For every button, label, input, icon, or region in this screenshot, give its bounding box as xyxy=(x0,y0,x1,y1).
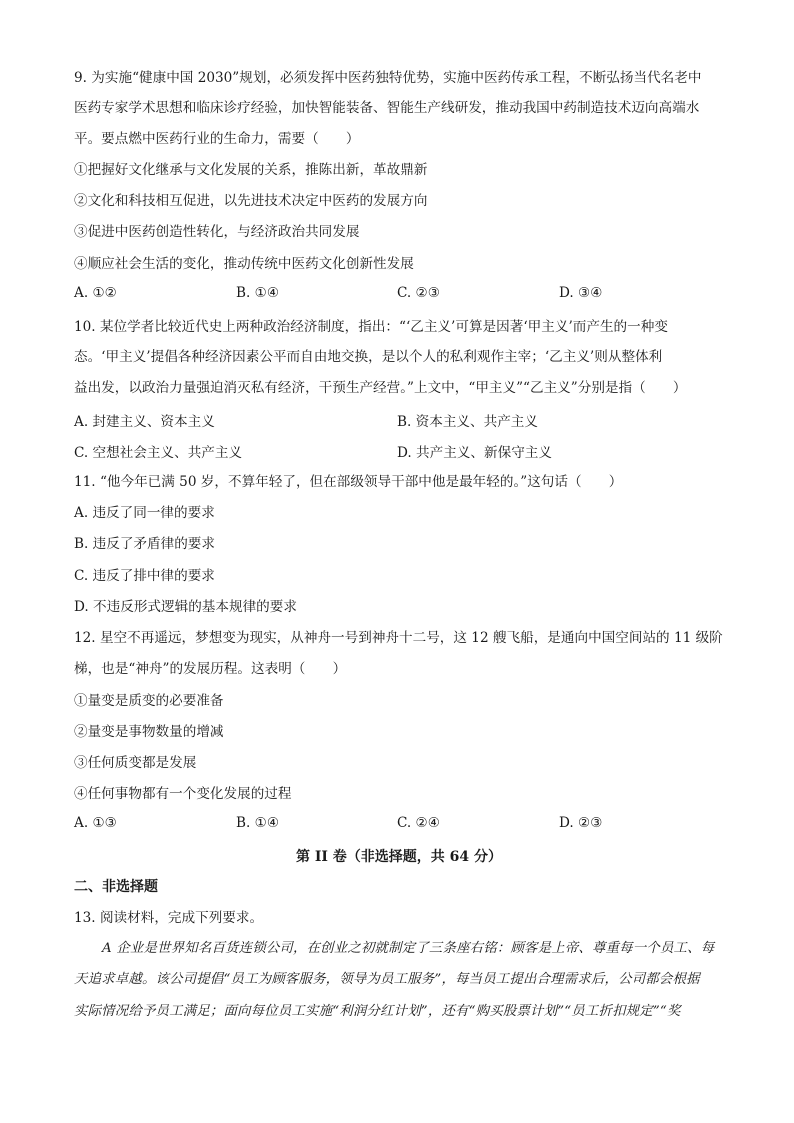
q10-stem-line-2: 态。‘甲主义’提倡各种经济因素公平而自由地交换，是以个人的私利观作主宰；‘乙主义’则从整体利 xyxy=(74,349,663,365)
q11-option-a[interactable]: A. 违反了同一律的要求 xyxy=(74,505,215,521)
q12-item-1: ①量变是质变的必要准备 xyxy=(74,693,224,709)
q9-option-c[interactable]: C. ②③ xyxy=(397,285,440,301)
q10-stem-line-1: 10. 某位学者比较近代史上两种政治经济制度，指出：“‘乙主义’可算是因著‘甲主义’而产生的一种变 xyxy=(74,319,668,335)
q9-option-b[interactable]: B. ①④ xyxy=(236,285,280,301)
q13-material-line-2: 天追求卓越。该公司提倡“员工为顾客服务，领导为员工服务”，每当员工提出合理需求后，公司都会根据 xyxy=(74,972,700,987)
q9-stem-line-1: 9. 为实施“健康中国 2030”规划，必须发挥中医药独特优势，实施中医药传承工程，不断弘扬当代名老中 xyxy=(74,70,702,86)
q12-options xyxy=(74,815,724,835)
q11-stem: 11. “他今年已满 50 岁，不算年轻了，但在部级领导干部中他是最年轻的。”这句话（ ） xyxy=(74,474,623,490)
q12-item-2: ②量变是事物数量的增减 xyxy=(74,724,224,740)
q9-item-3: ③促进中医药创造性转化，与经济政治共同发展 xyxy=(74,224,360,240)
q12-stem-line-2: 梯，也是“神舟”的发展历程。这表明（ ） xyxy=(74,661,347,677)
q12-stem-line-1: 12. 星空不再遥远，梦想变为现实，从神舟一号到神舟十二号，这 12 艘飞船，是通向中国空间站的 11 级阶 xyxy=(74,630,723,646)
section-heading: 二、非选择题 xyxy=(74,879,158,895)
q10-option-c[interactable]: C. 空想社会主义、共产主义 xyxy=(74,445,243,461)
q9-item-4: ④顺应社会生活的变化，推动传统中医药文化创新性发展 xyxy=(74,256,414,272)
q13-stem: 13. 阅读材料，完成下列要求。 xyxy=(74,910,264,926)
q9-item-1: ①把握好文化继承与文化发展的关系，推陈出新，革故鼎新 xyxy=(74,162,428,178)
q10-stem-line-3: 益出发，以政治力量强迫消灭私有经济，干预生产经营。”上文中，“甲主义”“乙主义”分别是指（ ） xyxy=(74,380,687,396)
q9-option-d[interactable]: D. ③④ xyxy=(559,285,603,301)
q12-option-c[interactable]: C. ②④ xyxy=(397,815,440,831)
q11-option-c[interactable]: C. 违反了排中律的要求 xyxy=(74,568,215,584)
q10-option-a[interactable]: A. 封建主义、资本主义 xyxy=(74,414,215,430)
q10-options-row-2 xyxy=(74,441,724,461)
q9-option-a[interactable]: A. ①② xyxy=(74,285,117,301)
q11-option-d[interactable]: D. 不违反形式逻辑的基本规律的要求 xyxy=(74,599,297,615)
q12-item-4: ④任何事物都有一个变化发展的过程 xyxy=(74,786,292,802)
q10-options-row-1 xyxy=(74,410,724,430)
q12-option-b[interactable]: B. ①④ xyxy=(236,815,280,831)
q11-option-b[interactable]: B. 违反了矛盾律的要求 xyxy=(74,536,215,552)
q13-material-line-1: A 企业是世界知名百货连锁公司，在创业之初就制定了三条座右铭：顾客是上帝、尊重每一个员工、每 xyxy=(102,941,715,956)
q13-material-line-3: 实际情况给予员工满足；面向每位员工实施“利润分红计划”，还有“购买股票计划”“员工折扣规定”“奖 xyxy=(74,1004,681,1019)
q9-item-2: ②文化和科技相互促进，以先进技术决定中医药的发展方向 xyxy=(74,193,428,209)
q9-stem-line-3: 平。要点燃中医药行业的生命力，需要（ ） xyxy=(74,131,360,147)
q12-option-d[interactable]: D. ②③ xyxy=(559,815,603,831)
q9-stem-line-2: 医药专家学术思想和临床诊疗经验，加快智能装备、智能生产线研发，推动我国中药制造技术迈向高端水 xyxy=(74,100,700,116)
q12-item-3: ③任何质变都是发展 xyxy=(74,755,197,771)
q12-option-a[interactable]: A. ①③ xyxy=(74,815,117,831)
q10-option-d[interactable]: D. 共产主义、新保守主义 xyxy=(397,445,552,461)
part2-title: 第 II 卷（非选择题，共 64 分） xyxy=(295,849,503,865)
q10-option-b[interactable]: B. 资本主义、共产主义 xyxy=(397,414,538,430)
q9-options xyxy=(74,285,724,305)
